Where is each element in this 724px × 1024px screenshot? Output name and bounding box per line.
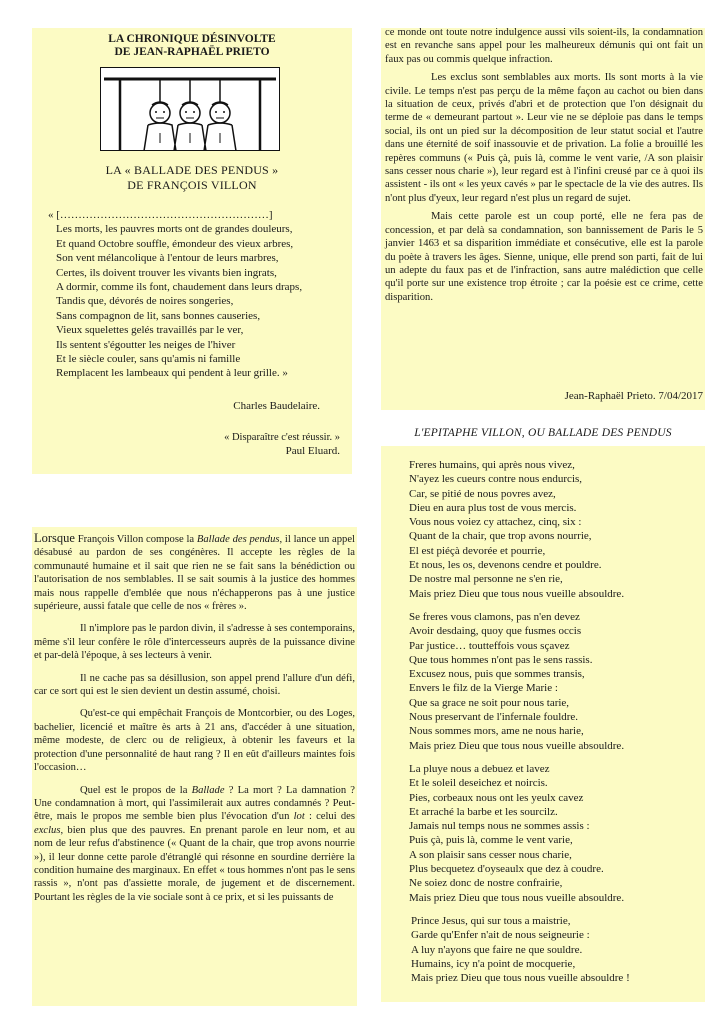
quote-line: Son vent mélancolique à l'entour de leurs marbres,	[56, 252, 279, 265]
quote-line: Ils sentent s'égoutter les neiges de l'hiver	[56, 338, 236, 351]
verse-line: La pluye nous a debuez et lavez	[409, 762, 550, 775]
chronicle-title-line1: LA CHRONIQUE DÉSINVOLTE	[108, 33, 276, 45]
verse-line: Envers le filz de la Vierge Marie :	[409, 682, 558, 695]
epitaph-stanza	[409, 762, 705, 905]
verse-line: Mais priez Dieu que tous nous vueille absouldre.	[409, 739, 625, 752]
verse-line: N'ayez les cueurs contre nous endurcis,	[409, 473, 583, 486]
verse-line: Vous nous voiez cy attachez, cinq, six :	[409, 516, 582, 529]
quote-line: Tandis que, dévorés de noires songeries,	[56, 295, 234, 308]
verse-line: Nous sommes mors, ame ne nous harie,	[409, 725, 584, 738]
verse-line: Puis çà, puis là, comme le vent varie,	[409, 834, 573, 847]
ballade-heading-line2: DE FRANÇOIS VILLON	[127, 178, 257, 192]
quote-line: Et le siècle couler, sans qu'amis ni famille	[56, 353, 241, 366]
verse-line: El est piéçà devorée et pourrie,	[409, 544, 546, 557]
quote-line: Et quand Octobre souffle, émondeur des vieux arbres,	[56, 237, 294, 250]
verse-line: A son plaisir sans cesser nous charie,	[409, 848, 572, 861]
quote-line: A dormir, comme ils font, chaudement dans leurs draps,	[56, 281, 303, 294]
verse-line: Freres humains, qui après nous vivez,	[409, 459, 575, 471]
verse-line: Par justice… toutteffois vous sçavez	[409, 639, 570, 652]
verse-line: Et nous, les os, devenons cendre et pouldre.	[409, 559, 602, 572]
epitaph-stanza	[409, 610, 705, 753]
baudelaire-quote	[48, 208, 348, 381]
quote-line: Sans compagnon de lit, sans bonnes causeries,	[56, 309, 261, 322]
verse-line: Avoir desdaing, quoy que fusmes occis	[409, 625, 582, 638]
baudelaire-signature: Charles Baudelaire.	[233, 400, 320, 412]
article-paragraph: Il n'implore pas le pardon divin, il s'adresse à ses contemporains, même s'il leur confère le rôle d'intercesseurs auprès de la puissance divine et par-delà l'époque, à ses lecteurs à venir.	[34, 623, 355, 662]
epitaph-stanza	[411, 914, 705, 985]
verse-line: Pies, corbeaux nous ont les yeulx cavez	[409, 791, 584, 804]
verse-line: Mais priez Dieu que tous nous vueille absouldre.	[409, 587, 625, 600]
verse-line: Que sa grace ne soit pour nous tarie,	[409, 696, 570, 709]
ballade-heading	[32, 163, 352, 193]
verse-line: Mais priez Dieu que tous nous vueille absouldre.	[409, 891, 625, 904]
article-body-left	[34, 532, 355, 913]
hanged-figures-drawing	[100, 67, 280, 151]
quote-line: Vieux squelettes gelés travaillés par le ver,	[56, 324, 244, 337]
article-paragraph: ce monde ont toute notre indulgence aussi vils soient-ils, la condamnation est en revanche sans appel pour les malheureux démunis qui ont fait un faux pas ou commis quelque infraction.	[385, 27, 703, 65]
ballade-heading-line1: LA « BALLADE DES PENDUS »	[105, 163, 279, 177]
quote-line: « […………………………………………………]	[48, 209, 273, 221]
verse-line: Car, se pitié de nous povres avez,	[409, 487, 556, 500]
author-signature: Jean-Raphaël Prieto. 7/04/2017	[564, 390, 703, 402]
verse-line: De nostre mal personne ne s'en rie,	[409, 573, 563, 586]
verse-line: Excusez nous, puis que sommes transis,	[409, 668, 585, 681]
eluard-signature: Paul Eluard.	[285, 445, 340, 457]
quote-line: Certes, ils doivent trouver les vivants bien ingrats,	[56, 266, 277, 279]
chronicle-title	[32, 33, 352, 59]
epitaph-stanza	[409, 458, 705, 601]
article-paragraph: Mais cette parole est un coup porté, elle ne fera pas de concession, et par delà sa condamnation, son bannissement de Paris le 5 janvier 1463 et sa disparition immédiate et consécutive, elle est la parole du poète à travers les âges. Sienne, unique, elle prend son parti, fait de lui un adepte du faux pas et de l'infraction, sans autre malédiction que celle qu'il porte sur une existence trop étroite ; car la poésie est ce crime, cette disparition.	[385, 211, 703, 303]
verse-line: Dieu en aura plus tost de vous mercis.	[409, 501, 577, 514]
verse-line: Garde qu'Enfer n'ait de nous seigneurie :	[411, 929, 590, 942]
article-paragraph: Les exclus sont semblables aux morts. Ils sont morts à la vie civile. Le temps n'est pas perçu de la même façon au cachot ou bien dans la situation de ceux, privés d'abri et de protection que l'on désignait du terme de « demeurant partout ». Leur vie ne se déploie pas dans le temps social, ils ont un pied sur la décomposition de leur statut social et l'autre dans une éternité de soif inassouvie et de privation. La folie a brouillé les repères communs (« Puis çà, puis là, comme le vent varie, /A son plaisir sans cesser nous charie »), leur regard est à l'infini creusé par ce à quoi ils assistent - ils ont « les yeux cavés » par le spectacle de la vie des autres. Ils n'ont plus d'yeux, leur regard n'est plus un regard de sujet.	[385, 72, 703, 204]
verse-line: Se freres vous clamons, pas n'en devez	[409, 610, 580, 623]
verse-line: Jamais nul temps nous ne sommes assis :	[409, 820, 590, 833]
article-paragraph: Il ne cache pas sa désillusion, son appel prend l'allure d'un défi, car ce sort qui est le sien devient un destin assumé, choisi.	[34, 672, 355, 698]
verse-line: Plus becquetez d'oyseaulx que dez à coudre.	[409, 863, 604, 876]
epitaph-title: L'EPITAPHE VILLON, OU BALLADE DES PENDUS	[414, 427, 672, 439]
verse-line: Humains, icy n'a point de mocquerie,	[411, 957, 576, 970]
verse-line: Ne soiez donc de nostre confrairie,	[409, 877, 563, 890]
article-paragraph: Quel est le propos de la Ballade ? La mort ? La damnation ? Une condamnation à mort, qui l'assimilerait aux autres condamnés ? Peut-être, mais le propos me semble bien plus l'évocation d'un lot : celui des exclus, bien plus que des pauvres. En prenant parole en leur nom, et au nom de leur refus d'abstinence (« Quant de la chair, que trop avons nourrie »), il leur donne cette parole d'étranglé qui résonne en sourdine derrière la condition humaine des marginaux. En effet « tous hommes n'ont pas le sens rassis », n'ont pas d'assiette morale, de jugement et de discernement. Pourtant les règles de la vie sociale sont à ce prix, et si les puissants de	[34, 784, 356, 903]
quote-line: Les morts, les pauvres morts ont de grandes douleurs,	[56, 223, 293, 236]
verse-line: Que tous hommes n'ont pas le sens rassis.	[409, 653, 593, 666]
chronicle-title-line2: DE JEAN-RAPHAËL PRIETO	[114, 46, 270, 58]
verse-line: A luy n'ayons que faire ne que souldre.	[411, 943, 583, 956]
verse-line: Et arraché la barbe et les sourcilz.	[409, 805, 558, 818]
verse-line: Quant de la chair, que trop avons nourrie,	[409, 530, 592, 543]
verse-line: Et le soleil deseichez et noircis.	[409, 777, 548, 790]
eluard-epigraph: « Disparaître c'est réussir. »	[224, 432, 340, 443]
verse-line: Mais priez Dieu que tous nous vueille absouldre !	[411, 972, 630, 985]
epitaph-poem	[409, 458, 705, 994]
article-paragraph: Lorsque François Villon compose la Ballade des pendus, il lance un appel désabusé au pardon de ses congénères. Il accepte les règles de la communauté humaine et il sait que rien ne se fait sans la bénédiction ou l'autorisation de nos semblables. Il se sait soumis à la justice des hommes mais nous rappelle d'emblée que nous n'échapperons pas à une justice supérieure, aussi fatale que celle de nos « frères ».	[34, 531, 355, 613]
verse-line: Nous preservant de l'infernale fouldre.	[409, 711, 579, 724]
article-body-right	[385, 26, 703, 309]
article-paragraph: Qu'est-ce qui empêchait François de Montcorbier, ou des Loges, bachelier, licencié et maître ès arts à 21 ans, d'accéder à une situation, même modeste, de clerc ou de religieux, à obtenir les faveurs et la protection d'une personnalité de haut rang ? Il en eût d'ailleurs maintes fois l'occasion…	[34, 708, 355, 774]
verse-line: Prince Jesus, qui sur tous a maistrie,	[411, 914, 571, 927]
quote-line: Remplacent les lambeaux qui pendent à leur grille. »	[56, 367, 288, 380]
